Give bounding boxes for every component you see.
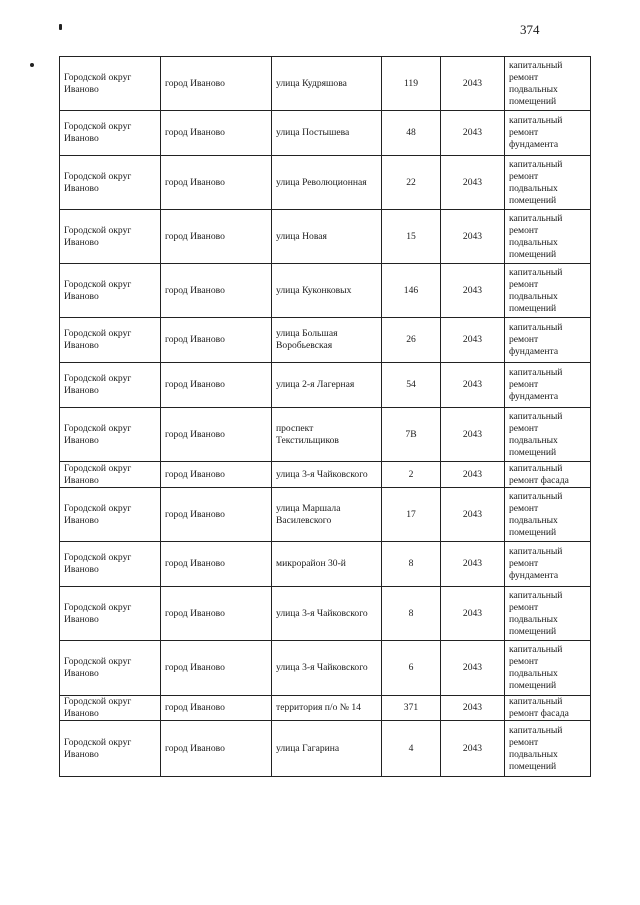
cell-year: 2043 xyxy=(441,462,505,488)
cell-city: город Иваново xyxy=(161,111,272,156)
cell-year: 2043 xyxy=(441,57,505,111)
cell-building-number: 15 xyxy=(382,210,441,264)
cell-city: город Иваново xyxy=(161,363,272,408)
cell-street: улица Куконковых xyxy=(272,264,382,318)
cell-year: 2043 xyxy=(441,641,505,696)
cell-building-number: 7В xyxy=(382,408,441,462)
cell-street: улица Революционная xyxy=(272,156,382,210)
cell-street: улица Маршала Василевского xyxy=(272,488,382,542)
cell-building-number: 4 xyxy=(382,721,441,777)
cell-street: улица 3-я Чайковского xyxy=(272,462,382,488)
cell-building-number: 8 xyxy=(382,587,441,641)
cell-building-number: 48 xyxy=(382,111,441,156)
cell-city: город Иваново xyxy=(161,210,272,264)
cell-street: улица Кудряшова xyxy=(272,57,382,111)
table-row xyxy=(60,587,591,641)
cell-repair-type: капитальный ремонт фасада xyxy=(505,462,591,488)
table-row xyxy=(60,641,591,696)
cell-repair-type: капитальный ремонт подвальных помещений xyxy=(505,264,591,318)
cell-repair-type: капитальный ремонт фасада xyxy=(505,696,591,721)
cell-okrug: Городской округ Иваново xyxy=(60,462,161,488)
cell-repair-type: капитальный ремонт подвальных помещений xyxy=(505,156,591,210)
table-row xyxy=(60,721,591,777)
cell-street: улица Большая Воробьевская xyxy=(272,318,382,363)
scan-mark xyxy=(30,63,34,67)
table-row xyxy=(60,462,591,488)
cell-city: город Иваново xyxy=(161,408,272,462)
cell-city: город Иваново xyxy=(161,542,272,587)
cell-okrug: Городской округ Иваново xyxy=(60,587,161,641)
cell-okrug: Городской округ Иваново xyxy=(60,264,161,318)
cell-year: 2043 xyxy=(441,210,505,264)
cell-repair-type: капитальный ремонт подвальных помещений xyxy=(505,57,591,111)
table-row xyxy=(60,318,591,363)
table-row xyxy=(60,363,591,408)
cell-building-number: 22 xyxy=(382,156,441,210)
cell-okrug: Городской округ Иваново xyxy=(60,542,161,587)
cell-repair-type: капитальный ремонт подвальных помещений xyxy=(505,210,591,264)
cell-city: город Иваново xyxy=(161,156,272,210)
page-number: 374 xyxy=(520,22,540,37)
cell-street: микрорайон 30-й xyxy=(272,542,382,587)
cell-okrug: Городской округ Иваново xyxy=(60,696,161,721)
cell-city: город Иваново xyxy=(161,318,272,363)
cell-okrug: Городской округ Иваново xyxy=(60,57,161,111)
table-body xyxy=(60,57,591,777)
cell-year: 2043 xyxy=(441,488,505,542)
cell-repair-type: капитальный ремонт подвальных помещений xyxy=(505,721,591,777)
table-row xyxy=(60,156,591,210)
cell-street: улица Новая xyxy=(272,210,382,264)
cell-building-number: 119 xyxy=(382,57,441,111)
cell-building-number: 2 xyxy=(382,462,441,488)
cell-okrug: Городской округ Иваново xyxy=(60,488,161,542)
cell-okrug: Городской округ Иваново xyxy=(60,318,161,363)
cell-repair-type: капитальный ремонт фундамента xyxy=(505,542,591,587)
cell-city: город Иваново xyxy=(161,721,272,777)
repair-register-table xyxy=(59,56,591,777)
cell-repair-type: капитальный ремонт подвальных помещений xyxy=(505,641,591,696)
cell-city: город Иваново xyxy=(161,641,272,696)
cell-building-number: 8 xyxy=(382,542,441,587)
table-row xyxy=(60,210,591,264)
cell-city: город Иваново xyxy=(161,264,272,318)
cell-building-number: 371 xyxy=(382,696,441,721)
table-row xyxy=(60,488,591,542)
cell-year: 2043 xyxy=(441,542,505,587)
cell-city: город Иваново xyxy=(161,462,272,488)
table-row xyxy=(60,264,591,318)
cell-year: 2043 xyxy=(441,587,505,641)
cell-okrug: Городской округ Иваново xyxy=(60,721,161,777)
cell-year: 2043 xyxy=(441,363,505,408)
scan-mark xyxy=(59,24,62,30)
cell-street: улица 3-я Чайковского xyxy=(272,587,382,641)
cell-year: 2043 xyxy=(441,696,505,721)
cell-street: проспект Текстильщиков xyxy=(272,408,382,462)
cell-year: 2043 xyxy=(441,318,505,363)
cell-building-number: 17 xyxy=(382,488,441,542)
cell-street: улица 2-я Лагерная xyxy=(272,363,382,408)
cell-repair-type: капитальный ремонт фундамента xyxy=(505,111,591,156)
cell-year: 2043 xyxy=(441,721,505,777)
cell-city: город Иваново xyxy=(161,696,272,721)
cell-okrug: Городской округ Иваново xyxy=(60,111,161,156)
cell-city: город Иваново xyxy=(161,488,272,542)
cell-repair-type: капитальный ремонт фундамента xyxy=(505,318,591,363)
cell-year: 2043 xyxy=(441,156,505,210)
cell-repair-type: капитальный ремонт фундамента xyxy=(505,363,591,408)
cell-okrug: Городской округ Иваново xyxy=(60,408,161,462)
cell-repair-type: капитальный ремонт подвальных помещений xyxy=(505,488,591,542)
table-row xyxy=(60,408,591,462)
cell-street: улица 3-я Чайковского xyxy=(272,641,382,696)
cell-street: улица Гагарина xyxy=(272,721,382,777)
cell-year: 2043 xyxy=(441,111,505,156)
cell-street: территория п/о № 14 xyxy=(272,696,382,721)
cell-okrug: Городской округ Иваново xyxy=(60,156,161,210)
cell-building-number: 54 xyxy=(382,363,441,408)
cell-city: город Иваново xyxy=(161,587,272,641)
cell-building-number: 146 xyxy=(382,264,441,318)
cell-repair-type: капитальный ремонт подвальных помещений xyxy=(505,587,591,641)
cell-building-number: 6 xyxy=(382,641,441,696)
table-row xyxy=(60,111,591,156)
table-row xyxy=(60,696,591,721)
table-row xyxy=(60,542,591,587)
table-row xyxy=(60,57,591,111)
cell-building-number: 26 xyxy=(382,318,441,363)
cell-repair-type: капитальный ремонт подвальных помещений xyxy=(505,408,591,462)
cell-okrug: Городской округ Иваново xyxy=(60,363,161,408)
cell-city: город Иваново xyxy=(161,57,272,111)
cell-year: 2043 xyxy=(441,408,505,462)
cell-okrug: Городской округ Иваново xyxy=(60,641,161,696)
cell-year: 2043 xyxy=(441,264,505,318)
cell-okrug: Городской округ Иваново xyxy=(60,210,161,264)
cell-street: улица Постышева xyxy=(272,111,382,156)
